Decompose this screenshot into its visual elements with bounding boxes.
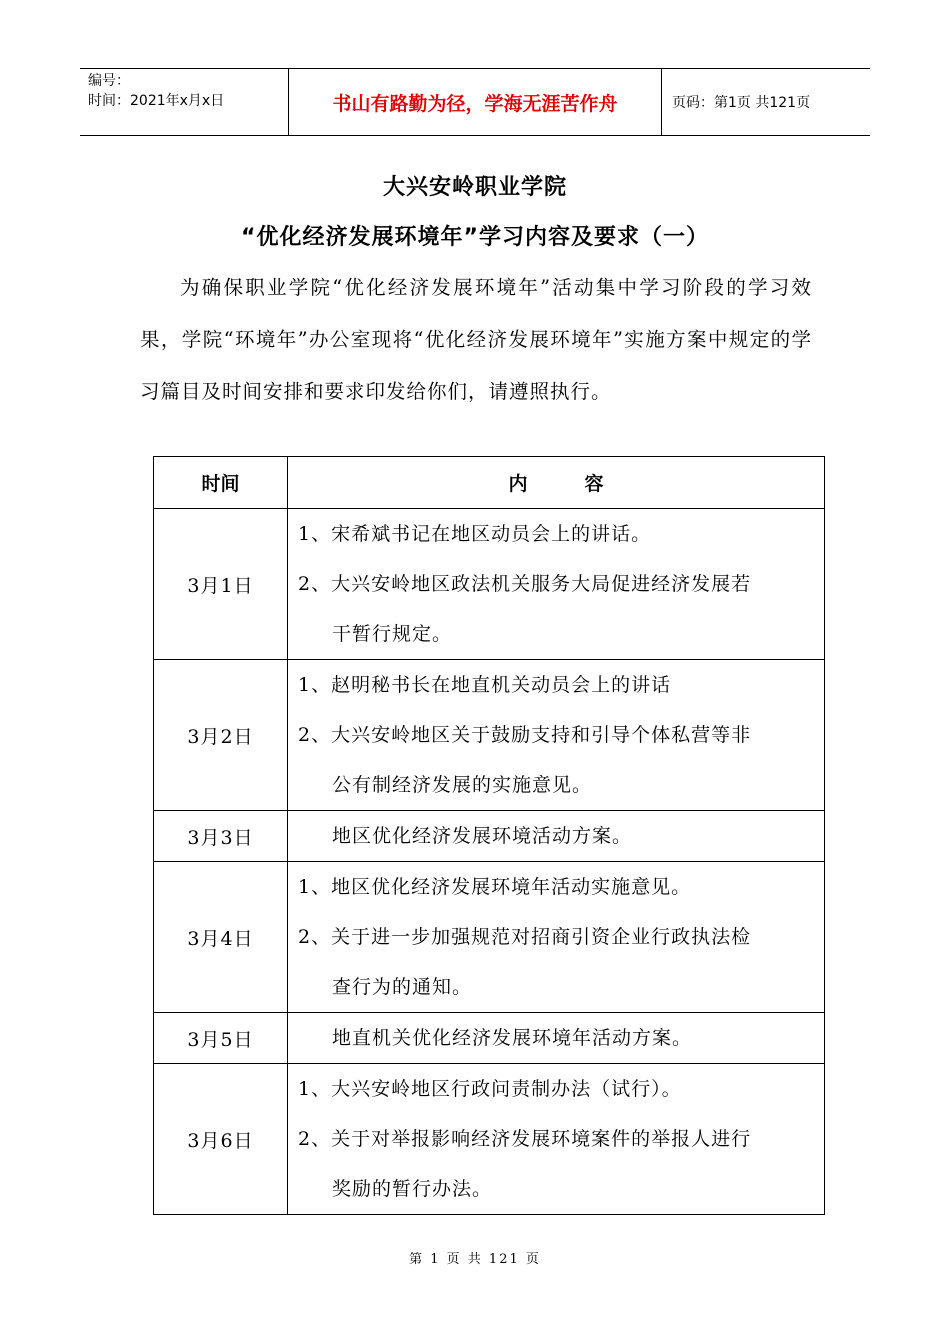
content-line: 地直机关优化经济发展环境年活动方案。: [332, 1027, 693, 1049]
content-cell: [288, 660, 825, 811]
content-line: 1、赵明秘书长在地直机关动员会上的讲话: [298, 674, 672, 696]
content-line: 1、宋希斌书记在地区动员会上的讲话。: [298, 523, 652, 545]
date-cell: 3月4日: [154, 862, 288, 1013]
table-row: [154, 811, 825, 862]
header-meta: [80, 69, 289, 136]
date-cell: 3月3日: [154, 811, 288, 862]
content-cell: [288, 811, 825, 862]
content-line: 2、关于进一步加强规范对招商引资企业行政执法检: [298, 926, 752, 948]
content-cell: [288, 1013, 825, 1064]
content-cell: [288, 862, 825, 1013]
page-footer: 第 1 页 共 121 页: [409, 1252, 541, 1267]
table-row: [154, 1064, 825, 1215]
table-row: [154, 660, 825, 811]
content-line: 2、大兴安岭地区政法机关服务大局促进经济发展若: [298, 573, 752, 595]
header-motto: 书山有路勤为径，学海无涯苦作舟: [289, 69, 662, 136]
content-cell: [288, 509, 825, 660]
document-subtitle: “优化经济发展环境年”学习内容及要求（一）: [241, 225, 709, 250]
date-cell: 3月6日: [154, 1064, 288, 1215]
schedule-table: [153, 456, 825, 1215]
content-line: 地区优化经济发展环境活动方案。: [332, 825, 633, 847]
table-row: [154, 1013, 825, 1064]
content-line: 干暂行规定。: [332, 623, 453, 645]
table-row: [154, 509, 825, 660]
serial-label: 编号：: [88, 73, 130, 89]
date-cell: 3月5日: [154, 1013, 288, 1064]
header-page-info: 页码：第1页 共121页: [662, 69, 871, 136]
date-cell: 3月1日: [154, 509, 288, 660]
content-line: 2、大兴安岭地区关于鼓励支持和引导个体私营等非: [298, 724, 752, 746]
table-header-row: [154, 457, 825, 509]
document-title: 大兴安岭职业学院: [382, 175, 567, 200]
content-line: 查行为的通知。: [332, 976, 473, 998]
time-label: 时间：2021年x月x日: [88, 93, 225, 109]
content-line: 奖励的暂行办法。: [332, 1178, 493, 1200]
content-line: 2、关于对举报影响经济发展环境案件的举报人进行: [298, 1128, 752, 1150]
content-line: 公有制经济发展的实施意见。: [332, 774, 593, 796]
intro-paragraph: 为确保职业学院“优化经济发展环境年”活动集中学习阶段的学习效果，学院“环境年”办公室现将“优化经济发展环境年”实施方案中规定的学习篇目及时间安排和要求印发给你们，请遵照执行。: [140, 276, 812, 403]
content-line: 1、地区优化经济发展环境年活动实施意见。: [298, 876, 692, 898]
content-line: 1、大兴安岭地区行政问责制办法（试行）。: [298, 1078, 682, 1100]
date-cell: 3月2日: [154, 660, 288, 811]
content-cell: [288, 1064, 825, 1215]
table-row: [154, 862, 825, 1013]
header-content: 内 容: [288, 457, 825, 509]
header-date: 时间: [154, 457, 288, 509]
page-header: [80, 68, 870, 136]
